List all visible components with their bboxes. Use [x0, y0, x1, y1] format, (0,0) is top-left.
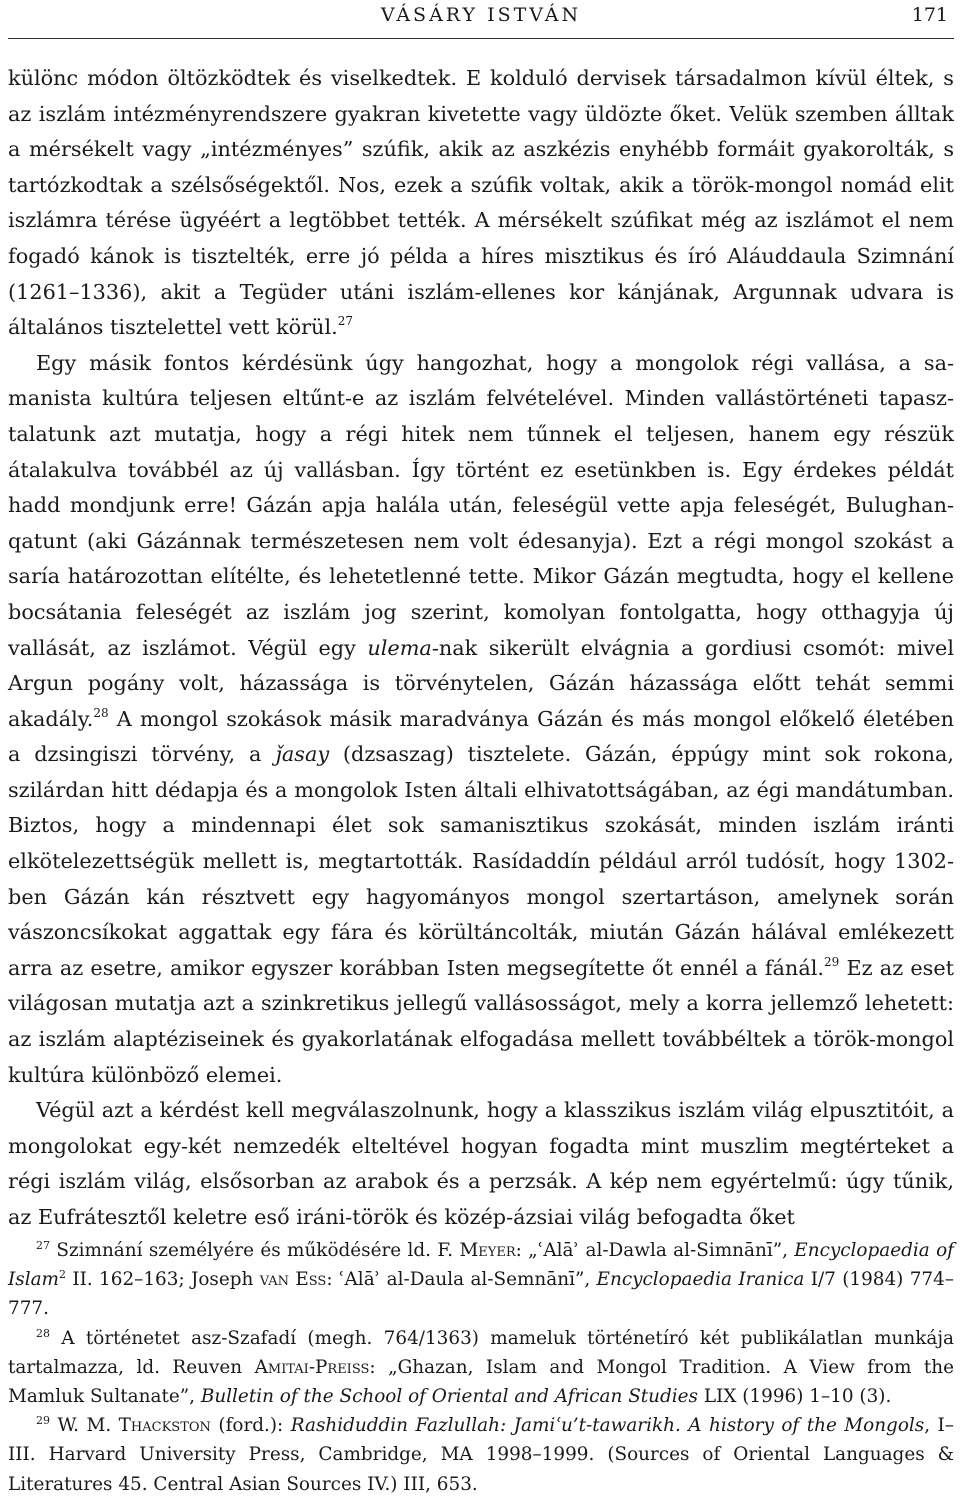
footnote-number: 29	[36, 1414, 50, 1428]
paragraph-3-text: Végül azt a kérdést kell megválaszolnunk, hogy a klasszikus iszlám világ elpusztitóit, a mongolokat egy-két nemzedék elteltével hogyan fogadta mint muszlim megtérteket a régi iszlám világ, elsősorban az arabok és a perzsák. A kép nem egyértelmű: úgy tűnik, az Eufrátesztől keletre eső iráni-török és közép-ázsiai világ befogadta őket	[8, 1098, 954, 1229]
publication-title: Encyclopaedia of Islam	[8, 1240, 954, 1291]
running-head-author: VÁSÁRY ISTVÁN	[380, 4, 582, 26]
footnote-number: 28	[36, 1326, 50, 1340]
footnote-text: (ford.):	[210, 1415, 291, 1437]
page-number: 171	[911, 4, 948, 26]
paragraph-1-text: különc módon öltözködtek és viselkedtek. E kolduló dervisek társadalmon kívül éltek, s az iszlám intézményrendszere gyakran kivetette vagy üldözte őket. Velük szemben álltak a mérsékelt vagy „intézményes” szúfik, akik az aszkézis enyhébb formáit gyakorolták, s tartózkodtak a szélsőségektől. Nos, ezek a szúfik voltak, akik a török-mongol nomád elit iszlámra térése ügyéért a legtöbbet tették. A mérsékelt szúfikat még az iszlámot el nem fogadó kánok is tisztelték, erre jó példa a híres misztikus és író Aláuddaula Szimnání (1261–1336), akit a Tegüder utáni iszlám-ellenes kor kánjának, Argunnak udvara is általános tisztelettel vett körül.	[8, 66, 954, 340]
footnote-29	[8, 1411, 954, 1499]
footnote-28	[8, 1324, 954, 1412]
paragraph-2	[8, 346, 954, 1093]
running-head	[8, 0, 954, 39]
paragraph-2-text-a: Egy másik fontos kérdésünk úgy hangozhat, hogy a mongolok régi vallása, a samanista kultúra teljesen eltűnt-e az iszlám felvételével. Minden vallástörténeti tapasztalatunk azt mutatja, hogy a régi hitek nem tűnnek el teljesen, hanem egy részük átalakulva továbbél az új vallásban. Így történt ez esetünkben is. Egy érdekes példát hadd mondjunk erre! Gázán apja halála után, feleségül vette apja feleségét, Bulughanqatunt (aki Gázánnak természetesen nem volt édesanyja). Ezt a régi mongol szokást a saría határozottan elítélte, és lehetetlenné tette. Mikor Gázán megtudta, hogy el kellene bocsátania feleségét az iszlám jog szerint, komolyan fontolgatta, hogy otthagyja új vallását, az iszlámot. Végül egy	[8, 350, 954, 660]
footnotes	[8, 1236, 954, 1499]
term-jasay: ǰasay	[275, 742, 330, 767]
main-text	[8, 61, 954, 1236]
footnote-text: W. M.	[50, 1415, 119, 1437]
footnote-text: : ʿAlāʾ al-Daula al-Semnānī”,	[326, 1269, 597, 1291]
footnote-text: Szimnání személyére és működésére ld. F.	[50, 1240, 460, 1261]
edition-number: 2	[59, 1268, 66, 1282]
paragraph-2-text-c: A mongol szokások másik maradványa Gázán és más mongol előkelő életében a dzsingiszi törvény, a	[8, 706, 954, 767]
footnote-text: : „Ghazan, Islam and Mongol Tradition. A View from the Mamluk Sultanate”,	[8, 1356, 954, 1408]
footnote-number: 27	[36, 1239, 50, 1252]
paragraph-2-text-b: -nak sikerült elvágnia a gordiusi csomót: mivel Argun pogány volt, házassága is törvénytelen, Gázán házassága előtt tehát semmi akadály.	[8, 635, 954, 731]
book-page	[8, 0, 954, 1501]
footnote-text: , I–III. Harvard University Press, Cambridge, MA 1998–1999. (Sources of Oriental Languages & Literatures 45. Central Asian Sources IV.) III, 653.	[8, 1415, 955, 1495]
author-name: Amitai-Preiss	[254, 1356, 370, 1378]
author-name: Meyer	[459, 1240, 516, 1261]
footnote-ref-28[interactable]: 28	[93, 705, 109, 720]
footnote-text: II. 162–163; Joseph	[66, 1269, 260, 1291]
footnote-text: A történetet asz-Szafadí (megh. 764/1363) mameluk történetíró két publikálatlan munkája tartalmazza, ld. Reuven	[8, 1327, 954, 1378]
footnote-ref-27[interactable]: 27	[337, 314, 353, 329]
publication-title: Bulletin of the School of Oriental and African Studies	[200, 1386, 698, 1408]
paragraph-3	[8, 1093, 954, 1235]
footnote-text: LIX (1996) 1–10 (3).	[698, 1386, 892, 1408]
paragraph-2-text-e: Ez az eset világosan mutatja azt a szinkretikus jellegű vallásosságot, mely a korra jellemző lehetett: az iszlám alaptéziseinek és gyakorlatának elfogadása mellett továbbéltek a török-mongol kultúra különböző elemei.	[8, 955, 954, 1087]
footnote-text: I/7 (1984) 774–777.	[8, 1269, 954, 1320]
author-name: Thackston	[118, 1415, 211, 1437]
footnote-text: : „ʿAlāʾ al-Dawla al-Simnānī”,	[515, 1240, 795, 1261]
author-name: van Ess	[259, 1269, 327, 1291]
publication-title: Rashiduddin Fazlullah: Jamiʿu’t-tawarikh. A history of the Mongols	[290, 1415, 925, 1437]
paragraph-1	[8, 61, 954, 346]
term-ulema: ulema	[367, 635, 432, 660]
footnote-ref-29[interactable]: 29	[824, 954, 840, 969]
footnote-27	[8, 1236, 954, 1324]
publication-title: Encyclopaedia Iranica	[596, 1269, 805, 1291]
paragraph-2-text-d: (dzsaszag) tisztelete. Gázán, éppúgy mint sok rokona, szilárdan hitt dédapja és a mongolok Isten általi elhivatottságában, az égi mandátumban. Biztos, hogy a mindennapi élet sok samanisztikus szokását, minden iszlám iránti elkötelezettségük mellett is, megtartották. Rasídaddín például arról tudósít, hogy 1302-ben Gázán kán résztvett egy hagyományos mongol szertartáson, amelynek során vászoncsíkokat aggattak egy fára és körültáncolták, miután Gázán hálával emlékezett arra az esetre, amikor egyszer korábban Isten megsegítette őt ennél a fánál.	[8, 742, 954, 980]
